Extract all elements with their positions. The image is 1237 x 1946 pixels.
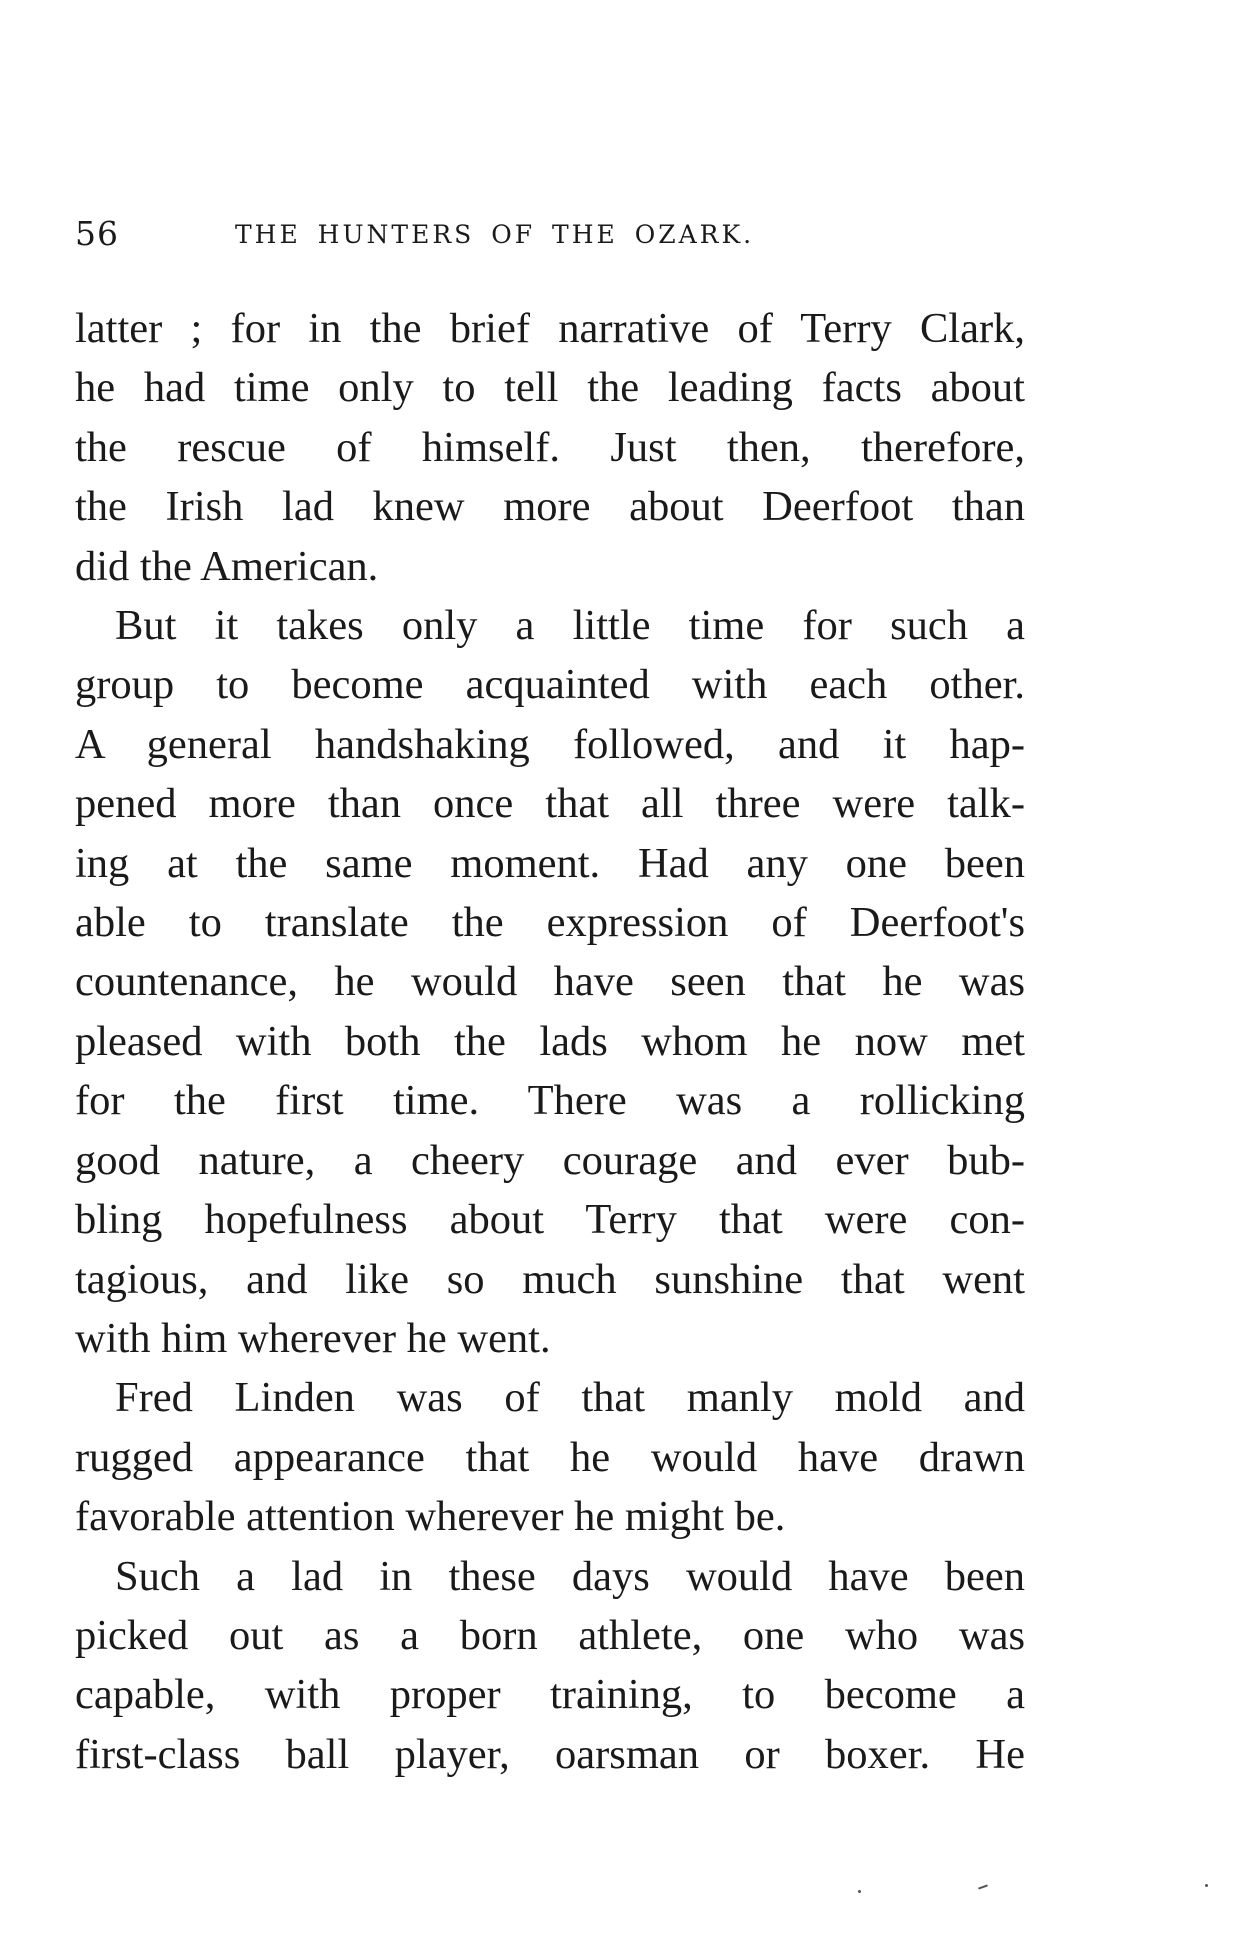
running-head: [75, 214, 1035, 264]
print-speck: [1205, 1884, 1208, 1887]
text-line: capable, with proper training, to become a: [75, 1671, 1025, 1719]
print-speck: [978, 1884, 988, 1889]
text-line: did the American.: [75, 542, 379, 590]
text-line: ing at the same moment. Had any one been: [75, 839, 1025, 887]
text-line: Fred Linden was of that manly mold and: [115, 1374, 1025, 1422]
print-speck: [858, 1890, 861, 1893]
text-line: Such a lad in these days would have been: [115, 1552, 1025, 1600]
text-line: countenance, he would have seen that he was: [75, 958, 1025, 1006]
text-line: picked out as a born athlete, one who was: [75, 1611, 1025, 1659]
page-number: 56: [75, 214, 119, 253]
paragraph: [75, 1547, 1025, 1785]
text-line: first-class ball player, oarsman or boxer. He: [75, 1730, 1025, 1778]
paragraph: [75, 299, 1025, 596]
text-line: he had time only to tell the leading facts about: [75, 364, 1025, 412]
paragraph: [75, 1368, 1025, 1546]
text-line: with him wherever he went.: [75, 1314, 551, 1362]
text-line: rugged appearance that he would have drawn: [75, 1433, 1025, 1481]
text-line: But it takes only a little time for such a: [115, 602, 1025, 650]
text-line: the rescue of himself. Just then, therefore,: [75, 423, 1025, 471]
text-line: latter ; for in the brief narrative of Terry Clark,: [75, 305, 1025, 352]
text-line: A general handshaking followed, and it hap-: [75, 720, 1025, 768]
text-line: good nature, a cheery courage and ever bub-: [75, 1136, 1025, 1184]
paragraph: [75, 596, 1025, 1368]
text-line: group to become acquainted with each other.: [75, 661, 1025, 709]
text-line: pleased with both the lads whom he now met: [75, 1017, 1025, 1065]
text-line: the Irish lad knew more about Deerfoot than: [75, 483, 1025, 531]
running-title: THE HUNTERS OF THE OZARK.: [235, 220, 755, 249]
text-line: able to translate the expression of Deerfoot's: [75, 899, 1025, 947]
text-line: pened more than once that all three were talk-: [75, 780, 1025, 828]
text-line: favorable attention wherever he might be.: [75, 1493, 786, 1541]
text-line: bling hopefulness about Terry that were con-: [75, 1196, 1025, 1244]
text-line: for the first time. There was a rollicking: [75, 1077, 1025, 1125]
text-line: tagious, and like so much sunshine that went: [75, 1255, 1025, 1303]
body-text: [75, 299, 1025, 1784]
